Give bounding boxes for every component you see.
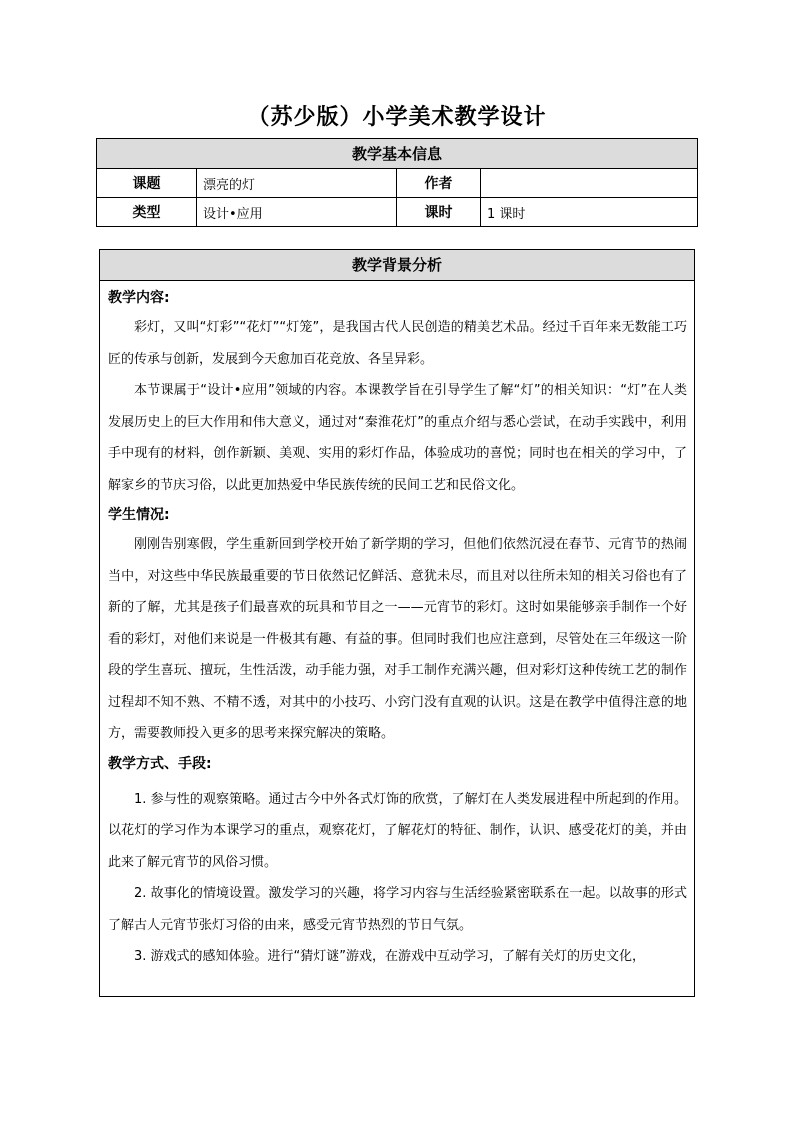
topic-value: 漂亮的灯	[197, 169, 397, 198]
method-subheading: 教学方式、手段:	[108, 755, 212, 772]
method-item: 1. 参与性的观察策略。通过古今中外各式灯饰的欣赏，了解灯在人类发展进程中所起到的作用。以花灯的学习作为本课学习的重点，观察花灯，了解花灯的特征、制作，认识、感受花灯的美，并由此来了解元宵节的风俗习惯。	[108, 791, 687, 870]
content-paragraph: 本节课属于“设计•应用”领域的内容。本课教学旨在引导学生了解“灯”的相关知识：“灯”在人类发展历史上的巨大作用和伟大意义，通过对“秦淮花灯”的重点介绍与悉心尝试，在动手实践中，利用手中现有的材料，创作新颖、美观、实用的彩灯作品，体验成功的喜悦；同时也在相关的学习中，了解家乡的节庆习俗，以此更加热爱中华民族传统的民间工艺和民俗文化。	[108, 383, 687, 493]
basic-info-header: 教学基本信息	[97, 139, 698, 169]
topic-label: 课题	[97, 169, 197, 198]
type-label: 类型	[97, 198, 197, 227]
author-value	[481, 169, 698, 198]
type-value: 设计•应用	[197, 198, 397, 227]
content-subheading: 教学内容:	[108, 290, 170, 306]
background-analysis-section	[99, 249, 695, 997]
table-row	[97, 169, 698, 198]
student-subheading: 学生情况:	[108, 507, 170, 523]
document-title: （苏少版）小学美术教学设计	[247, 105, 547, 130]
period-label: 课时	[397, 198, 481, 227]
student-paragraph: 刚刚告别寒假，学生重新回到学校开始了新学期的学习，但他们依然沉浸在春节、元宵节的热闹当中，对这些中华民族最重要的节日依然记忆鲜活、意犹未尽，而且对以往所未知的相关习俗也有了新的了解，尤其是孩子们最喜欢的玩具和节目之一——元宵节的彩灯。这时如果能够亲手制作一个好看的彩灯，对他们来说是一件极其有趣、有益的事。但同时我们也应注意到，尽管处在三年级这一阶段的学生喜玩、擅玩，生性活泼，动手能力强，对手工制作充满兴趣，但对彩灯这种传统工艺的制作过程却不知不熟、不精不透，对其中的小技巧、小窍门没有直观的认识。这是在教学中值得注意的地方，需要教师投入更多的思考来探究解决的策略。	[108, 537, 687, 741]
author-label: 作者	[397, 169, 481, 198]
period-value: 1 课时	[481, 198, 698, 227]
background-analysis-header: 教学背景分析	[100, 250, 694, 281]
method-item: 2. 故事化的情境设置。激发学习的兴趣，将学习内容与生活经验紧密联系在一起。以故事的形式了解古人元宵节张灯习俗的由来，感受元宵节热烈的节日气氛。	[108, 886, 687, 933]
content-paragraph: 彩灯，又叫“灯彩”“花灯”“灯笼”，是我国古代人民创造的精美艺术品。经过千百年来无数能工巧匠的传承与创新，发展到今天愈加百花竞放、各呈异彩。	[108, 320, 687, 367]
basic-info-table	[96, 138, 698, 227]
table-row	[97, 198, 698, 227]
method-item: 3. 游戏式的感知体验。进行“猜灯谜”游戏，在游戏中互动学习，了解有关灯的历史文化，	[134, 949, 646, 964]
